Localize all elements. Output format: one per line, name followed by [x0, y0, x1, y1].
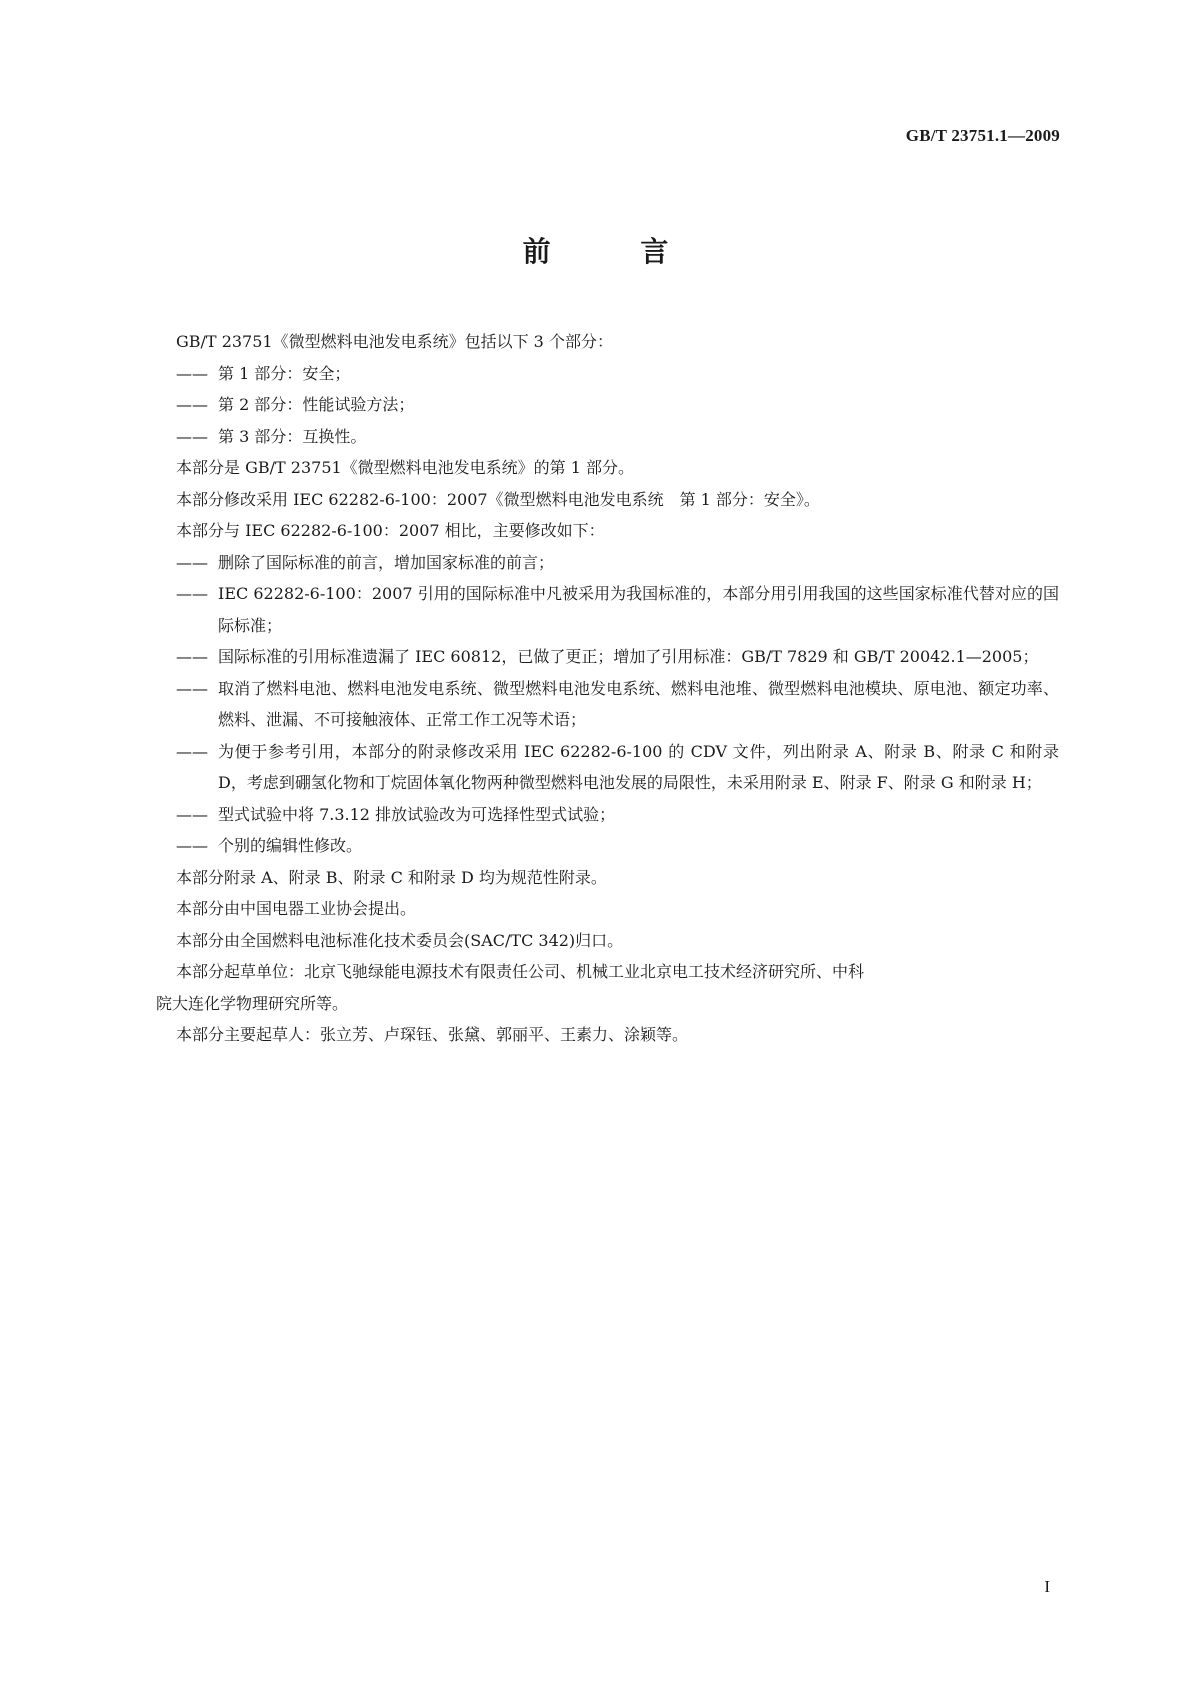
paragraph-intro: GB/T 23751《微型燃料电池发电系统》包括以下 3 个部分：	[176, 332, 613, 351]
list-item-text: 取消了燃料电池、燃料电池发电系统、微型燃料电池发电系统、燃料电池堆、微型燃料电池模块、原电池、额定功率、燃料、泄漏、不可接触液体、正常工作工况等术语；	[218, 678, 1059, 729]
list-item	[176, 547, 1059, 579]
list-item-text: 第 1 部分：安全；	[218, 363, 351, 383]
list-item	[176, 736, 1059, 799]
dash-marker: ——	[176, 741, 208, 761]
dash-marker: ——	[176, 363, 208, 383]
drafting-units-line1: 本部分起草单位：北京飞驰绿能电源技术有限责任公司、机械工业北京电工技术经济研究所、中科	[176, 962, 865, 981]
paragraph: 本部分由全国燃料电池标准化技术委员会(SAC/TC 342)归口。	[176, 930, 624, 950]
list-item-text: 型式试验中将 7.3.12 排放试验改为可选择性型式试验；	[218, 804, 616, 824]
list-item	[176, 673, 1059, 736]
dash-marker: ——	[176, 426, 208, 446]
page-title: 前 言	[522, 235, 709, 268]
dash-marker: ——	[176, 678, 208, 698]
dash-marker: ——	[176, 395, 208, 414]
drafting-units-line2: 院大连化学物理研究所等。	[156, 993, 349, 1013]
paragraph: 本部分是 GB/T 23751《微型燃料电池发电系统》的第 1 部分。	[176, 458, 635, 477]
list-item-text: IEC 62282-6-100：2007 引用的国际标准中凡被采用为我国标准的，本部分用引用我国的这些国家标准代替对应的国际标准；	[218, 584, 1059, 635]
page-number: I	[1044, 1577, 1050, 1596]
dash-marker: ——	[176, 584, 208, 603]
paragraph: 本部分修改采用 IEC 62282-6-100：2007《微型燃料电池发电系统 第 1 部分：安全》。	[176, 489, 820, 509]
paragraph-drafters: 本部分主要起草人：张立芳、卢琛钰、张黛、郭丽平、王素力、涂颖等。	[176, 1025, 689, 1044]
list-item	[176, 389, 1059, 421]
dash-marker: ——	[176, 552, 208, 572]
list-item-text: 为便于参考引用，本部分的附录修改采用 IEC 62282-6-100 的 CDV 文件，列出附录 A、附录 B、附录 C 和附录 D，考虑到硼氢化物和丁烷固体氧化物两种微型燃料电池发展的局限性，未采用附录 E、附录 F、附录 G 和附录 H；	[218, 741, 1059, 792]
paragraph: 本部分与 IEC 62282-6-100：2007 相比，主要修改如下：	[176, 521, 605, 540]
list-item	[176, 799, 1059, 831]
list-item-text: 删除了国际标准的前言，增加国家标准的前言；	[218, 552, 555, 572]
paragraph: 本部分附录 A、附录 B、附录 C 和附录 D 均为规范性附录。	[176, 867, 607, 887]
list-item-text: 个别的编辑性修改。	[218, 836, 363, 855]
list-item	[176, 578, 1059, 641]
list-item-text: 第 2 部分：性能试验方法；	[218, 395, 415, 414]
paragraph-drafting-units	[156, 956, 1059, 1019]
list-item	[176, 641, 1059, 673]
list-item-text: 第 3 部分：互换性。	[218, 426, 367, 446]
paragraph: 本部分由中国电器工业协会提出。	[176, 899, 417, 918]
document-body	[156, 326, 1059, 1051]
list-item	[176, 830, 1059, 862]
dash-marker: ——	[176, 836, 208, 855]
list-item-text: 国际标准的引用标准遗漏了 IEC 60812，已做了更正；增加了引用标准：GB/T 7829 和 GB/T 20042.1—2005；	[218, 647, 1039, 666]
dash-marker: ——	[176, 804, 208, 824]
dash-marker: ——	[176, 647, 208, 666]
list-item	[176, 421, 1059, 453]
list-item	[176, 358, 1059, 390]
standard-code: GB/T 23751.1—2009	[905, 126, 1060, 145]
